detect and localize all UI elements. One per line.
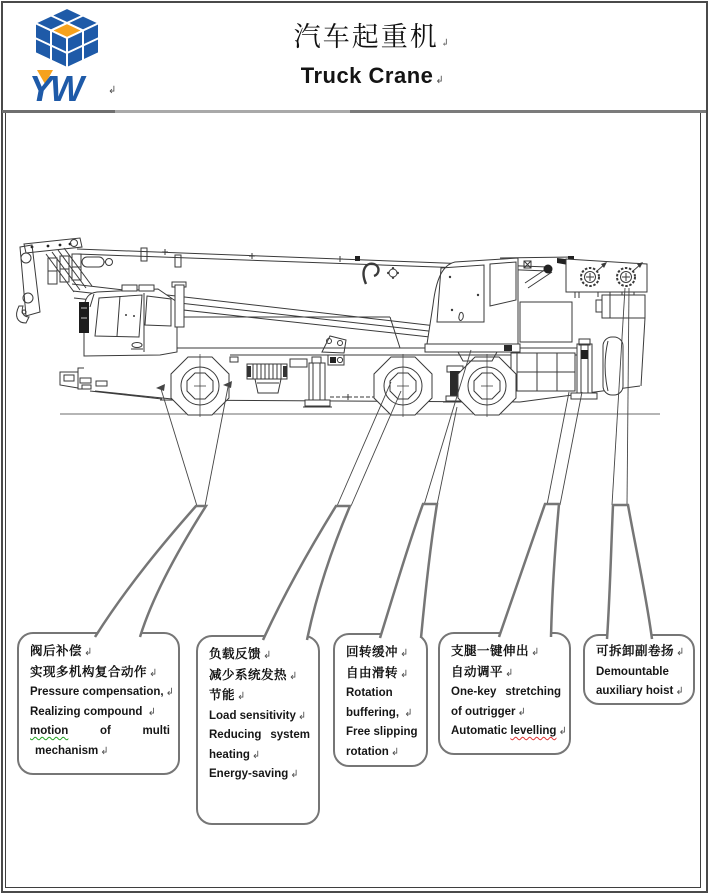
- page-title-zh-text: 汽车起重机: [293, 22, 439, 52]
- callout-line: Reducing system: [209, 729, 310, 741]
- page-header: [3, 3, 706, 109]
- callout-line: Realizing compound ↲: [30, 705, 157, 718]
- callout-auxiliary-hoist: [583, 634, 695, 705]
- paragraph-mark: ↲: [505, 667, 514, 679]
- paragraph-mark: ↲: [263, 650, 272, 661]
- callout-line: 支腿一键伸出 ↲: [451, 644, 540, 658]
- paragraph-mark: ↲: [100, 745, 109, 757]
- auxiliary-winch: [617, 262, 643, 286]
- paragraph-mark: ↲: [531, 647, 540, 658]
- deck-equipment: [247, 337, 623, 407]
- callout-outrigger: [438, 632, 571, 755]
- header-divider: [2, 110, 115, 113]
- title-block: [3, 15, 706, 89]
- callout-line: Load sensitivity ↲: [209, 709, 307, 722]
- paragraph-mark: ↲: [404, 707, 413, 719]
- wheels: [171, 354, 516, 417]
- boom-rest-bracket: [322, 336, 346, 365]
- paragraph-mark: ↲: [400, 648, 409, 659]
- callout-line: 回转缓冲 ↲: [346, 645, 409, 659]
- front-wheel: [171, 354, 229, 417]
- paragraph-mark: ↲: [675, 686, 684, 697]
- page-title-en: [39, 63, 706, 89]
- callout-line: buffering, ↲: [346, 706, 413, 719]
- callout-line: Demountable: [596, 665, 669, 678]
- callout-line: 负载反馈 ↲: [209, 647, 272, 661]
- boom-head: [17, 238, 92, 323]
- middle-wheel: [374, 354, 432, 417]
- header-divider: [115, 110, 350, 113]
- paragraph-mark: ↲: [676, 647, 685, 658]
- paragraph-mark: ↲: [237, 691, 246, 702]
- callout-line: mechanism ↲: [35, 744, 109, 757]
- chassis: [60, 317, 660, 414]
- page-title-en-text: Truck Crane: [300, 63, 434, 88]
- callout-line: heating ↲: [209, 748, 261, 761]
- callout-line: rotation ↲: [346, 745, 400, 758]
- callout-line: 可拆卸副卷扬 ↲: [596, 644, 685, 658]
- paragraph-mark: ↲: [400, 668, 409, 680]
- callout-line: motion of multi: [30, 725, 170, 737]
- page-title-zh: [39, 15, 706, 54]
- paragraph-mark: ↲: [108, 85, 117, 96]
- callout-line: One-key stretching: [451, 686, 561, 698]
- callout-pressure-compensation: [17, 632, 180, 775]
- callout-rotation-buffering: [333, 633, 428, 767]
- paragraph-mark: ↲: [165, 687, 174, 698]
- crane-cab: [425, 258, 520, 361]
- paragraph-mark: ↲: [289, 670, 298, 682]
- paragraph-mark: ↲: [290, 769, 299, 780]
- paragraph-mark: ↲: [147, 706, 157, 718]
- paragraph-mark: ↲: [435, 75, 445, 86]
- paragraph-mark: ↲: [84, 647, 93, 658]
- callout-line: Free slipping: [346, 726, 418, 738]
- callout-load-feedback: [196, 635, 320, 825]
- callout-line: Automatic levelling ↲: [451, 725, 567, 737]
- logo-letters: YW: [29, 68, 81, 104]
- rear-wheel: [458, 354, 516, 417]
- callout-line: Energy-saving ↲: [209, 768, 299, 780]
- paragraph-mark: ↲: [297, 710, 307, 722]
- superstructure: [500, 256, 647, 342]
- paragraph-mark: ↲: [390, 746, 400, 758]
- callout-line: of outrigger ↲: [451, 705, 526, 718]
- callout-line: auxiliary hoist ↲: [596, 685, 684, 697]
- boom: [72, 248, 548, 339]
- paragraph-mark: ↲: [517, 706, 526, 718]
- counterweight: [602, 295, 645, 318]
- main-winch: [581, 262, 607, 286]
- callout-line: 减少系统发热 ↲: [209, 667, 298, 682]
- callout-line: Pressure compensation, ↲: [30, 686, 174, 698]
- callout-line: 自由滑转 ↲: [346, 665, 409, 680]
- callout-line: 自动调平 ↲: [451, 664, 514, 679]
- paragraph-mark: ↲: [440, 38, 452, 49]
- callout-line: 节能 ↲: [209, 688, 246, 702]
- paragraph-mark: ↲: [251, 749, 261, 761]
- paragraph-mark: ↲: [558, 726, 567, 737]
- truck-cab: [60, 282, 186, 399]
- callout-line: 实现多机构复合动作 ↲: [30, 664, 158, 679]
- leader-lines: [156, 288, 629, 506]
- header-divider: [350, 110, 706, 113]
- callout-line: Rotation: [346, 687, 393, 699]
- callout-line: 阀后补偿 ↲: [30, 644, 93, 658]
- paragraph-mark: ↲: [149, 667, 158, 679]
